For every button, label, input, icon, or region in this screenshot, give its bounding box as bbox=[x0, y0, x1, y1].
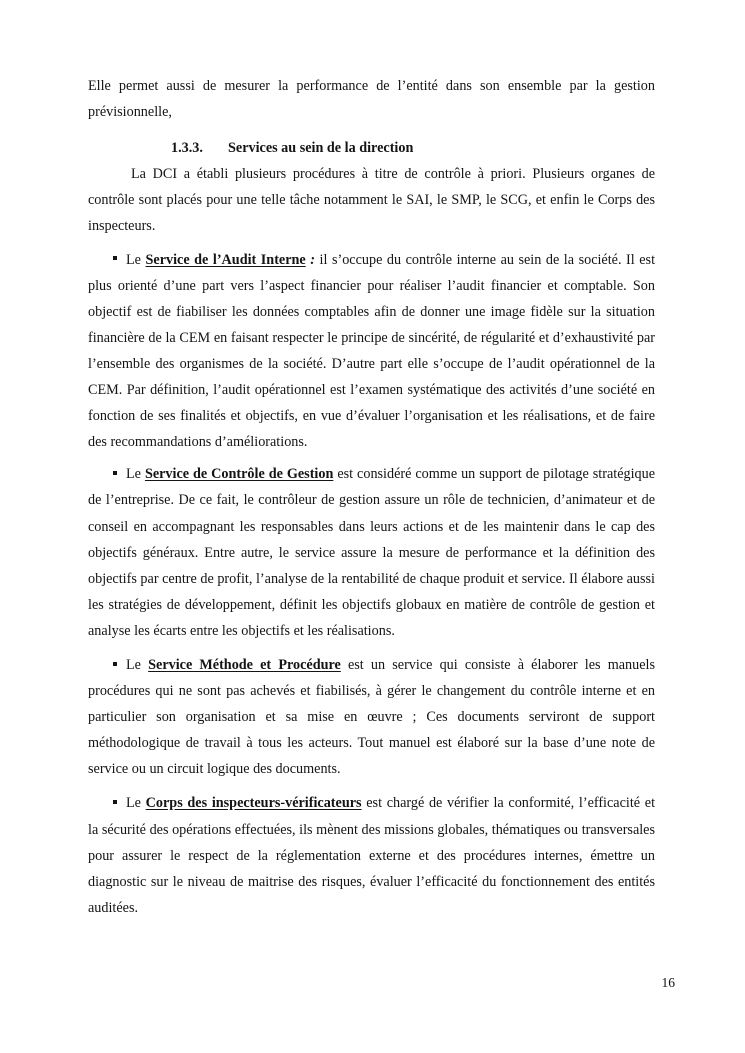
square-bullet-icon bbox=[113, 256, 117, 260]
bullet-methode-procedure bbox=[88, 652, 655, 782]
section-number: 1.3.3. bbox=[171, 140, 203, 157]
bullet-term: Corps des inspecteurs-vérificateurs bbox=[145, 795, 362, 812]
page-body bbox=[88, 73, 655, 927]
page-number: 16 bbox=[661, 975, 675, 990]
bullet-term: Service Méthode et Procédure bbox=[148, 656, 341, 673]
section-title: Services au sein de la direction bbox=[228, 140, 414, 157]
square-bullet-icon bbox=[113, 662, 117, 666]
square-bullet-icon bbox=[113, 800, 117, 804]
bullet-term: Service de Contrôle de Gestion bbox=[144, 466, 334, 483]
bullet-text: il s’occupe du contrôle interne au sein de la société. Il est plus orienté d’une part vers l’aspect financier pour réaliser l’audit financier et comptable. Son objectif est de fiabiliser les données comptables afin de donner une image fidèle sur la situation financière de la CEM en faisant respecter le principe de sincérité, de régularité et d’exhaustivité par l’ensemble des organismes de la société. D’autre part elle s’occupe de l’audit opérationnel de la CEM. Par définition, l’audit opérationnel est l’examen systématique des activités d’une société en fonction de ses finalités et objectifs, en vue d’évaluer l’organisation et les réalisations, et de faire des recommandations d’améliorations. bbox=[88, 251, 656, 451]
bullet-controle-gestion bbox=[88, 461, 655, 644]
bullet-lead: Le bbox=[126, 656, 141, 673]
bullet-lead: Le bbox=[126, 795, 141, 812]
bullet-text: est un service qui consiste à élaborer les manuels procédures qui ne sont pas achevés et fiabilisés, à gérer le changement du contrôle interne et en particulier son organisation et sa mise en œuvre ; Ces documents serviront de support méthodologique de travail à tous les acteurs. Tout manuel est élaboré sur la base d’une note de service ou un circuit logique des documents. bbox=[88, 656, 655, 778]
bullet-text: est chargé de vérifier la conformité, l’efficacité et la sécurité des opérations effectuées, ils mènent des missions globales, thématiques ou transversales pour assurer le respect de la réglementation externe et des procédures internes, émettre un diagnostic sur le niveau de maitrise des risques, évaluer l’efficacité du fonctionnement des entités auditées. bbox=[88, 795, 656, 916]
bullet-audit-interne bbox=[88, 247, 655, 456]
square-bullet-icon bbox=[113, 471, 117, 475]
intro-paragraph: Elle permet aussi de mesurer la performance de l’entité dans son ensemble par la gestion prévisionnelle, bbox=[88, 78, 655, 121]
bullet-separator: : bbox=[310, 251, 315, 268]
bullet-corps-inspecteurs bbox=[88, 790, 655, 920]
bullet-term: Service de l’Audit Interne bbox=[145, 251, 306, 268]
section-heading bbox=[88, 135, 655, 161]
bullet-lead: Le bbox=[126, 466, 141, 483]
bullet-text: est considéré comme un support de pilotage stratégique de l’entreprise. De ce fait, le contrôleur de gestion assure un rôle de technicien, d’animateur et de conseil en accompagnant les responsables dans leurs actions et de les maintenir dans le cap des objectifs généraux. Entre autre, le service assure la mesure de performance et la définition des objectifs par centre de profit, l’analyse de la rentabilité de chaque produit et service. Il élabore aussi les stratégies de développement, définit les objectifs globaux en matière de contrôle de gestion et analyse les écarts entre les objectifs et les réalisations. bbox=[88, 466, 656, 639]
section-intro-paragraph: La DCI a établi plusieurs procédures à titre de contrôle à priori. Plusieurs organes de contrôle sont placés pour une telle tâche notamment le SAI, le SMP, le SCG, et enfin le Corps des inspecteurs. bbox=[88, 166, 655, 235]
bullet-lead: Le bbox=[126, 251, 141, 268]
